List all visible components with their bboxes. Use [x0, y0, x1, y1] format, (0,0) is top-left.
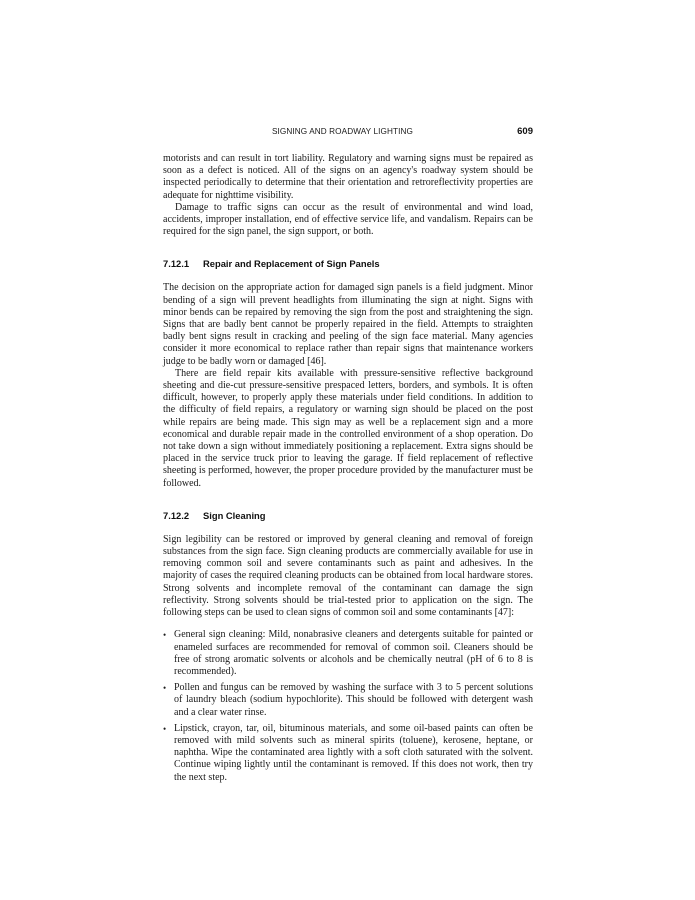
section-number: 7.12.1 — [163, 258, 190, 270]
cleaning-paragraph-1: Sign legibility can be restored or improved by general cleaning and removal of foreign substances from the sign face. Sign cleaning products are commercially available for use in removing common soil and severe contaminants such as paint and adhesives. In the majority of cases the required cleaning products can be obtained from local hardware stores. Strong solvents and incomplete removal of the contaminant can damage the sign reflectivity. Strong solvents should be trial-tested prior to application on the sign. The following steps can be used to clean signs of common soil and some contaminants [47]: — [163, 533, 533, 619]
repair-paragraph-2: There are field repair kits available with pressure-sensitive reflective background sheeting and die-cut pressure-sensitive prespaced letters, borders, and symbols. It is often difficult, however, to properly apply these materials under field conditions. In addition to the difficulty of field repairs, a regulatory or warning sign should be placed on the post while repairs are being made. This sign may as well be a replacement sign and a more economical and durable repair made in the controlled environment of a shop operation. Do not take down a sign without immediately positioning a replacement. Extra signs should be placed in the service truck prior to leaving the garage. If field replacement of reflective sheeting is performed, however, the proper procedure provided by the manufacturer must be followed. — [163, 367, 533, 489]
list-item — [163, 629, 533, 678]
list-item — [163, 723, 533, 784]
section-heading-cleaning — [163, 510, 533, 522]
section-heading-repair — [163, 258, 533, 270]
bullet-icon: • — [163, 683, 167, 694]
bullet-icon: • — [163, 630, 167, 641]
list-item-text: Pollen and fungus can be removed by washing the surface with 3 to 5 percent solutions of laundry bleach (sodium hypochlorite). This should be followed with detergent wash and a clear water rinse. — [174, 682, 533, 718]
page-header — [163, 127, 533, 141]
repair-paragraph-1: The decision on the appropriate action for damaged sign panels is a field judgment. Minor bending of a sign will prevent headlights from illuminating the sign at night. Signs with minor bends can be repaired by removing the sign from the post and straightening the sign. Signs that are badly bent cannot be properly repaired in the field. Attempts to straighten badly bent signs result in cracking and peeling of the sign face material. Many agencies consider it more economical to replace rather than repair signs that maintenance workers judge to be badly worn or damaged [46]. — [163, 282, 533, 367]
page-number: 609 — [517, 126, 533, 137]
cleaning-steps-list — [163, 629, 533, 783]
body-text — [163, 153, 533, 788]
intro-paragraph-2: Damage to traffic signs can occur as the result of environmental and wind load, accidents, improper installation, end of effective service life, and vandalism. Repairs can be required for the sign panel, the sign support, or both. — [163, 201, 533, 238]
bullet-icon: • — [163, 723, 167, 734]
section-title: Sign Cleaning — [203, 509, 266, 521]
list-item-text: General sign cleaning: Mild, nonabrasive cleaners and detergents suitable for painted or enameled surfaces are recommended for removal of common soil. Cleaners should be free of strong aromatic solvents or alcohols and be chemically neutral (pH of 6 to 8 is recommended). — [174, 629, 533, 677]
running-head: SIGNING AND ROADWAY LIGHTING — [272, 127, 413, 136]
section-number: 7.12.2 — [163, 509, 190, 521]
list-item — [163, 682, 533, 719]
section-title: Repair and Replacement of Sign Panels — [203, 258, 380, 270]
list-item-text: Lipstick, crayon, tar, oil, bituminous materials, and some oil-based paints can often be removed with mild solvents such as mineral spirits (toluene), kerosene, heptane, or naphtha. Wipe the contaminated area lightly with a soft cloth saturated with the solvent. Continue wiping lightly until the contaminant is removed. If this does not work, then try the next step. — [174, 722, 533, 783]
intro-paragraph-1: motorists and can result in tort liability. Regulatory and warning signs must be repaired as soon as a defect is noticed. All of the signs on an agency's roadway system should be inspected periodically to determine that their orientation and retroreflectivity properties are adequate for nighttime visibility. — [163, 153, 533, 201]
